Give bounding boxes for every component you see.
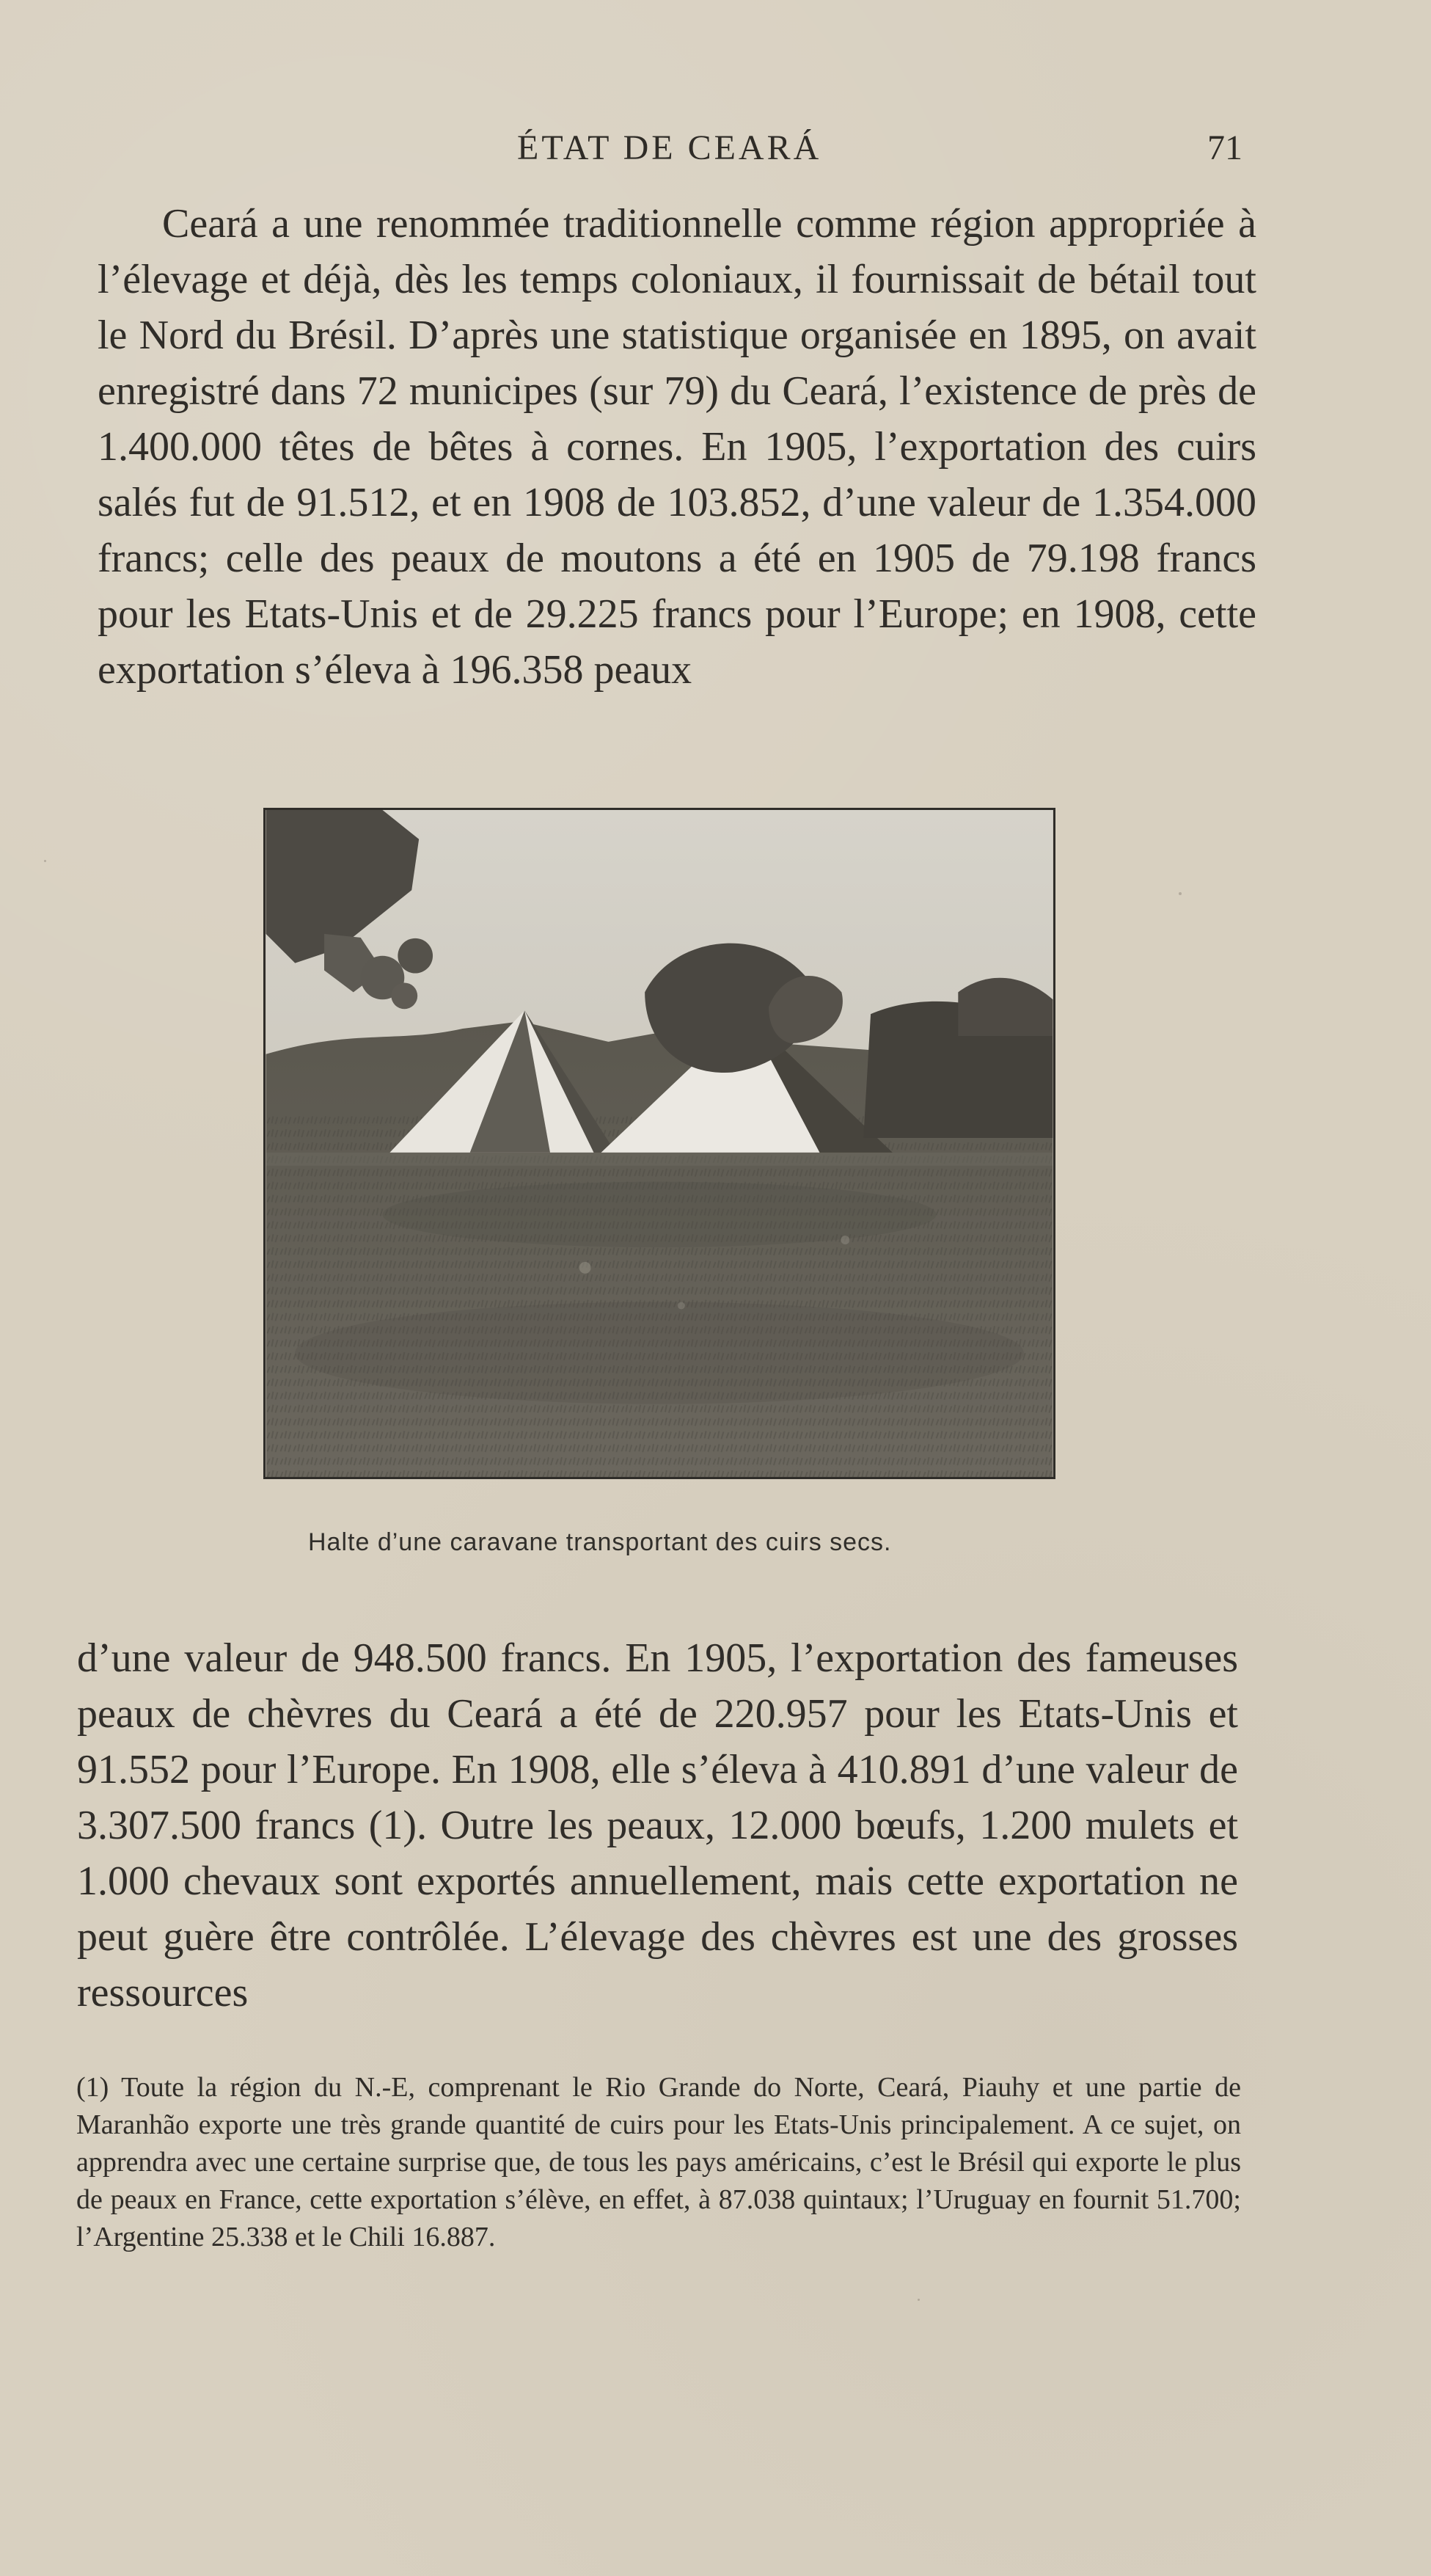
paper-speckle (44, 860, 46, 862)
page-number: 71 (1207, 128, 1242, 167)
bottom-paragraph: d’une valeur de 948.500 francs. En 1905, l’exportation des fameuses peaux de chèvres du Ceará a été de 220.957 pour les Etats-Unis et 91.552 pour l’Europe. En 1908, elle s’éleva à 410.891 d’une valeur de 3.307.500 francs (1). Outre les peaux, 12.000 bœufs, 1.200 mulets et 1.000 chevaux sont exportés annuellement, mais cette exportation ne peut guère être contrôlée. L’élevage des chèvres est une des grosses ressources (77, 1635, 1238, 2015)
footnote: (1) Toute la région du N.-E, comprenant le Rio Grande do Norte, Ceará, Piauhy et une partie de Maranhão exporte une très grande quantité de cuirs pour les Etats-Unis principalement. A ce sujet, on apprendra avec une certaine surprise que, de tous les pays américains, c’est le Brésil qui exporte le plus de peaux en France, cette exportation s’élève, en effet, à 87.038 quintaux; l’Uruguay en fournit 51.700; l’Argentine 25.338 et le Chili 16.887. (76, 2072, 1241, 2252)
figure-caption: Halte d’une caravane transportant des cuirs secs. (308, 1528, 892, 1556)
running-head: ÉTAT DE CEARÁ (517, 128, 822, 167)
top-paragraph: Ceará a une renommée traditionnelle comme région appropriée à l’élevage et déjà, dès les temps coloniaux, il fournissait de bétail tout le Nord du Brésil. D’après une statistique organisée en 1895, on avait enregistré dans 72 municipes (sur 79) du Ceará, l’existence de près de 1.400.000 têtes de bêtes à cornes. En 1905, l’exportation des cuirs salés fut de 91.512, et en 1908 de 103.852, d’une valeur de 1.354.000 francs; celle des peaux de moutons a été en 1905 de 79.198 francs pour les Etats-Unis et de 29.225 francs pour l’Europe; en 1908, cette exportation s’éleva à 196.358 peaux (98, 201, 1256, 693)
caravan-photo (263, 808, 1055, 1479)
paper-speckle (918, 2299, 920, 2301)
caravan-photo-illustration (266, 810, 1053, 1477)
paper-speckle (1179, 892, 1182, 895)
